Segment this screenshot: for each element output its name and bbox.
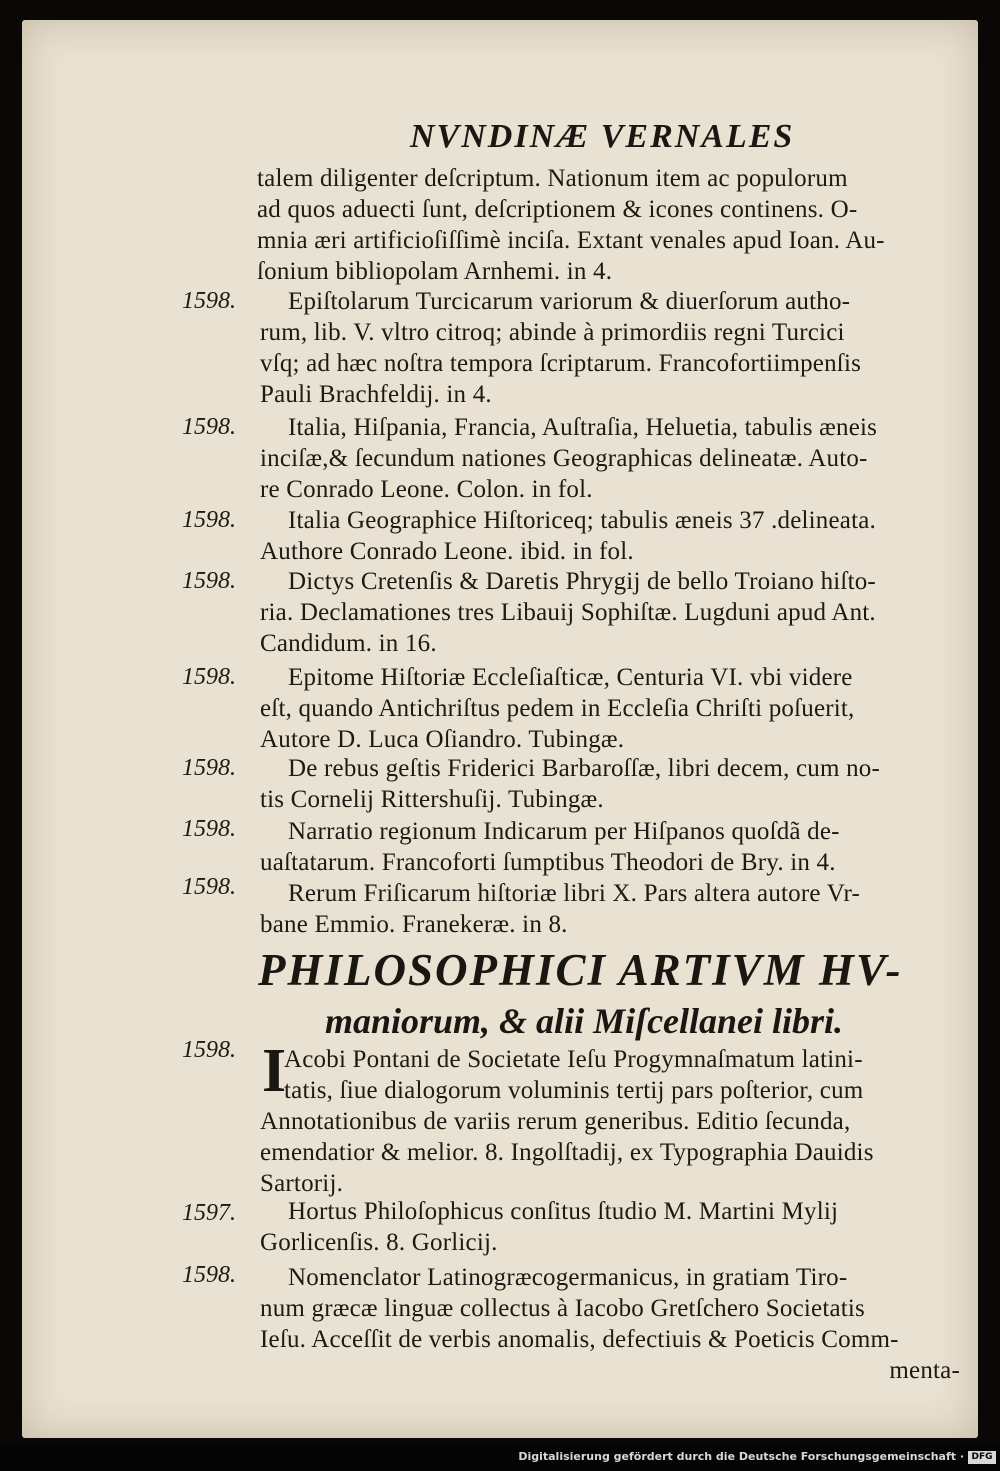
entry-year: 1598. (182, 816, 236, 842)
text-line: Acobi Pontani de Societate Ieſu Progymnaſmatum latini- (284, 1046, 863, 1073)
entry-year: 1598. (182, 507, 236, 533)
text-line: inciſæ,& ſecundum nationes Geographicas delineatæ. Auto- (260, 445, 868, 472)
text-line: num græcæ linguæ collectus à Iacobo Gretſchero Societatis (260, 1295, 865, 1322)
text-line: Gorlicenſis. 8. Gorlicij. (260, 1229, 498, 1256)
bibliography-entry (260, 878, 860, 940)
section-title: PHILOSOPHICI ARTIVM HV- (258, 945, 903, 995)
text-line: Narratio regionum Indicarum per Hiſpanos quoſdã de- (288, 818, 840, 845)
text-line: Candidum. in 16. (260, 630, 437, 657)
text-line: Authore Conrado Leone. ibid. in fol. (260, 538, 634, 565)
bibliography-entry (260, 286, 861, 410)
text-line: Hortus Philoſophicus conſitus ſtudio M. Martini Mylij (288, 1198, 839, 1225)
entry-year: 1598. (182, 288, 236, 314)
bibliography-entry (260, 1196, 838, 1258)
entry-year: 1598. (182, 1262, 236, 1288)
text-line: Autore D. Luca Oſiandro. Tubingæ. (260, 726, 625, 753)
text-line: ad quos aduecti ſunt, deſcriptionem & icones continens. O- (257, 196, 858, 223)
text-line: mnia æri artificioſiſſimè inciſa. Extant venales apud Ioan. Au- (257, 227, 885, 254)
bibliography-entry (260, 1262, 960, 1386)
text-line: Annotationibus de variis rerum generibus. Editio ſecunda, (260, 1108, 851, 1135)
text-line: ria. Declamationes tres Libauij Sophiſtæ. Lugduni apud Ant. (260, 599, 876, 626)
text-line: tatis, ſiue dialogorum voluminis tertij pars poſterior, cum (284, 1077, 864, 1104)
entry-year: 1598. (182, 664, 236, 690)
funding-notice: Digitalisierung gefördert durch die Deutsche Forschungsgemeinschaft · (518, 1450, 964, 1463)
entry-year: 1598. (182, 414, 236, 440)
bibliography-entry (260, 1044, 874, 1199)
drop-cap: I (262, 1037, 287, 1105)
text-line: Rerum Friſicarum hiſtoriæ libri X. Pars altera autore Vr- (288, 880, 860, 907)
text-line: Ieſu. Acceſſit de verbis anomalis, defectiuis & Poeticis Comm- (260, 1326, 899, 1353)
entry-year: 1597. (182, 1200, 236, 1226)
text-line: talem diligenter deſcriptum. Nationum item ac populorum (257, 165, 848, 192)
text-line: Nomenclator Latinogræcogermanicus, in gratiam Tiro- (288, 1264, 848, 1291)
entry-year: 1598. (182, 755, 236, 781)
bibliography-entry (260, 816, 840, 878)
text-line: bane Emmio. Franekeræ. in 8. (260, 911, 568, 938)
dfg-logo-icon: DFG (968, 1451, 996, 1464)
text-line: Pauli Brachfeldij. in 4. (260, 381, 492, 408)
bibliography-entry (260, 753, 880, 815)
text-line: Epiſtolarum Turcicarum variorum & diuerſorum autho- (288, 288, 851, 315)
entry-year: 1598. (182, 1037, 236, 1063)
text-line: eſt, quando Antichriſtus pedem in Eccleſia Chriſti poſuerit, (260, 695, 855, 722)
entry-continuation (257, 163, 885, 287)
running-head: NVNDINÆ VERNALES (410, 118, 795, 155)
text-line: tis Cornelij Rittershuſij. Tubingæ. (260, 786, 604, 813)
text-line: Epitome Hiſtoriæ Eccleſiaſticæ, Centuria VI. vbi videre (288, 664, 853, 691)
text-line: ſonium bibliopolam Arnhemi. in 4. (257, 258, 613, 285)
entry-year: 1598. (182, 874, 236, 900)
catchword: menta- (889, 1357, 960, 1384)
text-line: vſq; ad hæc noſtra tempora ſcriptarum. Francofortiimpenſis (260, 350, 862, 377)
bibliography-entry (260, 566, 876, 659)
text-line: emendatior & melior. 8. Ingolſtadij, ex Typographia Dauidis (260, 1139, 874, 1166)
text-line: Sartorij. (260, 1170, 344, 1197)
text-line: Italia, Hiſpania, Francia, Auſtraſia, Heluetia, tabulis æneis (288, 414, 878, 441)
bibliography-entry (260, 662, 855, 755)
text-line: De rebus geſtis Friderici Barbaroſſæ, libri decem, cum no- (288, 755, 880, 782)
text-line: Italia Geographice Hiſtoriceq; tabulis æneis 37 .delineata. (288, 507, 876, 534)
text-line: rum, lib. V. vltro citroq; abinde à primordiis regni Turcici (260, 319, 845, 346)
text-line: re Conrado Leone. Colon. in fol. (260, 476, 593, 503)
section-subtitle: maniorum, & alii Miſcellanei libri. (325, 1001, 844, 1041)
text-line: uaſtatarum. Francoforti ſumptibus Theodori de Bry. in 4. (260, 849, 836, 876)
entry-year: 1598. (182, 568, 236, 594)
text-line: Dictys Cretenſis & Daretis Phrygij de bello Troiano hiſto- (288, 568, 876, 595)
bibliography-entry (260, 412, 877, 505)
bibliography-entry (260, 505, 876, 567)
